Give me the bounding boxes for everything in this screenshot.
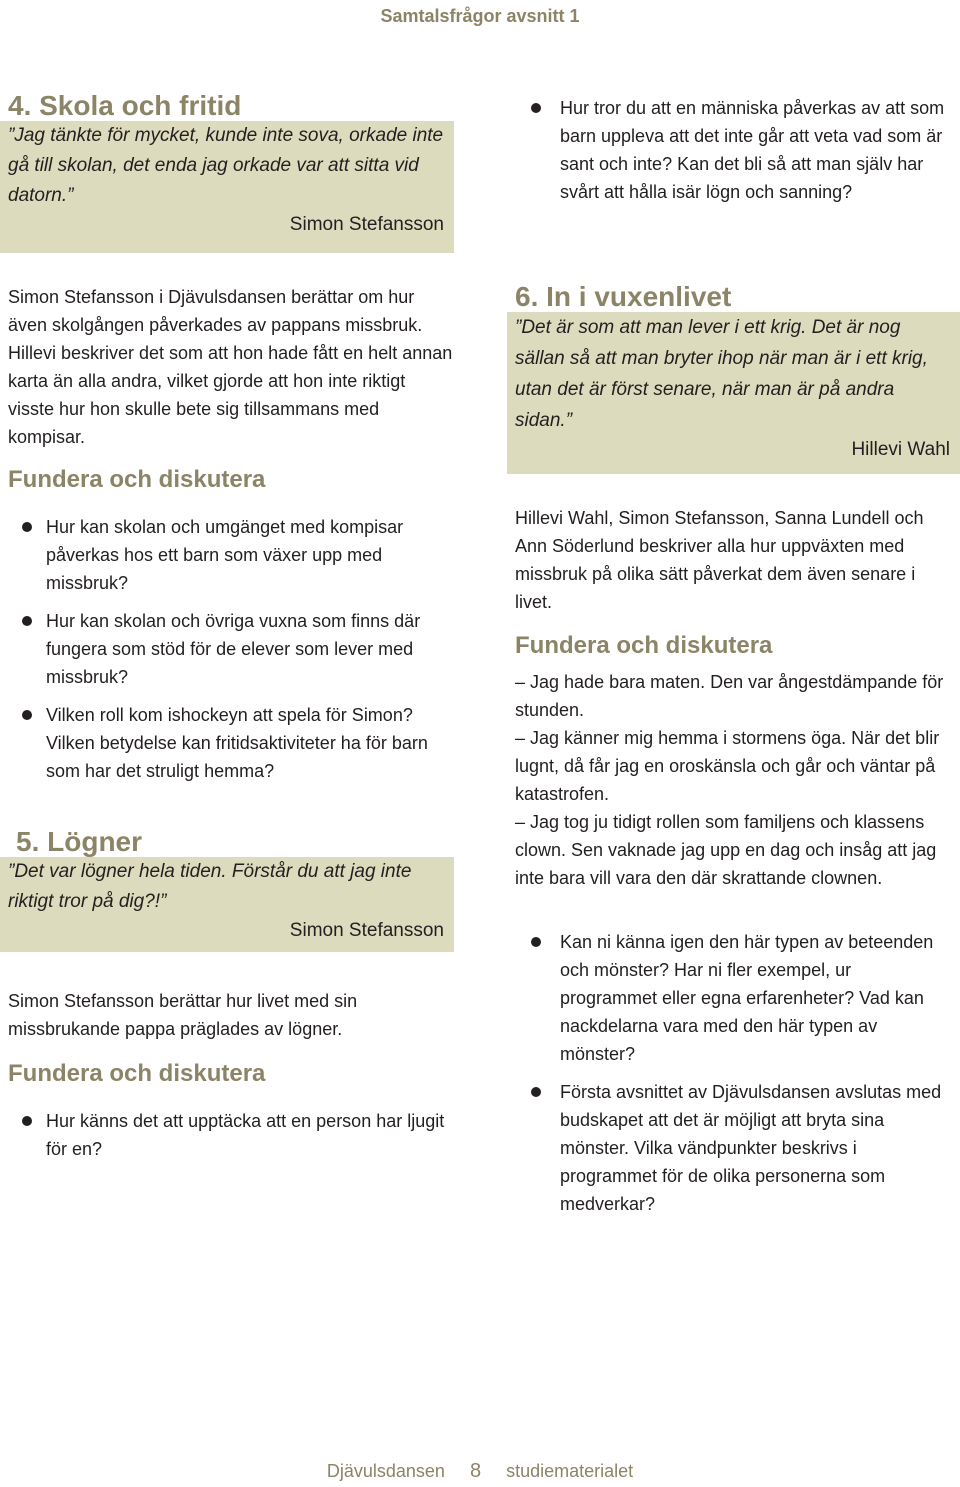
section-6-discuss-heading: Fundera och diskutera xyxy=(515,632,773,659)
section-6-quote-box xyxy=(507,312,960,474)
list-item xyxy=(0,607,454,691)
section-6-question-list xyxy=(507,928,953,1218)
section-4-quote-author: Simon Stefansson xyxy=(289,214,444,235)
section-6-heading: 6. In i vuxenlivet xyxy=(515,281,732,312)
section-4-quote-box xyxy=(0,121,454,253)
section-4-heading: 4. Skola och fritid xyxy=(8,90,242,121)
bullet-icon xyxy=(531,1087,541,1097)
section-5-quote-author: Simon Stefansson xyxy=(289,920,444,941)
bullet-icon xyxy=(22,710,32,720)
section-5-continued-question-list xyxy=(507,94,947,206)
page-footer xyxy=(0,1460,960,1483)
section-5-body: Simon Stefansson berättar hur livet med sin missbrukande pappa präglades av lögner. xyxy=(8,991,358,1039)
section-4-quote: ”Jag tänkte för mycket, kunde inte sova, orkade inte gå till skolan, det enda jag orkade var att sitta vid datorn.” xyxy=(8,125,444,206)
citation-text: – Jag känner mig hemma i stormens öga. När det blir lugnt, då får jag en oroskänsla och går och väntar på katastrofen. xyxy=(515,728,940,804)
question-text: Hur tror du att en människa påverkas av att som barn uppleva att det inte går att veta vad som är sant och inte? Kan det bli så att man själv har svårt att hålla isär lögn och sanning? xyxy=(560,98,945,202)
question-text: Hur kan skolan och övriga vuxna som finns där fungera som stöd för de elever som lever med missbruk? xyxy=(46,611,421,687)
list-item xyxy=(507,928,953,1068)
bullet-icon xyxy=(531,937,541,947)
citation-text: – Jag hade bara maten. Den var ångestdämpande för stunden. xyxy=(515,672,944,720)
section-5-question-list xyxy=(0,1107,446,1163)
citation-text: – Jag tog ju tidigt rollen som familjens och klassens clown. Sen vaknade jag upp en dag och insåg att jag inte bara vill vara den där skrattande clownen. xyxy=(515,812,937,888)
footer-right-text: studiematerialet xyxy=(506,1461,634,1481)
list-item xyxy=(0,1107,446,1163)
question-text: Första avsnittet av Djävulsdansen avslutas med budskapet att det är möjligt att bryta sina mönster. Vilka vändpunkter beskrivs i programmet för de olika personerna som medverkar? xyxy=(560,1082,942,1214)
section-6-quote-author: Hillevi Wahl xyxy=(851,439,950,460)
question-text: Hur känns det att upptäcka att en person har ljugit för en? xyxy=(46,1111,445,1159)
section-4-discuss-heading: Fundera och diskutera xyxy=(8,466,266,493)
page-number: 8 xyxy=(469,1460,482,1482)
section-6-body: Hillevi Wahl, Simon Stefansson, Sanna Lundell och Ann Söderlund beskriver alla hur uppväxten med missbruk på olika sätt påverkat dem även senare i livet. xyxy=(515,508,924,612)
bullet-icon xyxy=(22,1116,32,1126)
bullet-icon xyxy=(531,103,541,113)
question-text: Hur kan skolan och umgänget med kompisar påverkas hos ett barn som växer upp med missbruk? xyxy=(46,517,404,593)
question-text: Kan ni känna igen den här typen av beteenden och mönster? Har ni fler exempel, ur programmet eller egna erfarenheter? Vad kan nackdelarna vara med den här typen av mönster? xyxy=(560,932,934,1064)
bullet-icon xyxy=(22,522,32,532)
list-item xyxy=(0,513,454,597)
list-item xyxy=(507,94,947,206)
running-title: Samtalsfrågor avsnitt 1 xyxy=(380,6,580,26)
section-6-quote: ”Det är som att man lever i ett krig. Det är nog sällan så att man bryter ihop när man är i ett krig, utan det är först senare, när man är på andra sidan.” xyxy=(515,317,928,431)
section-5-heading: 5. Lögner xyxy=(16,826,143,857)
list-item xyxy=(507,1078,953,1218)
bullet-icon xyxy=(22,616,32,626)
section-5-quote-box xyxy=(0,857,454,952)
section-4-body: Simon Stefansson i Djävulsdansen berättar om hur även skolgången påverkades av pappans missbruk. Hillevi beskriver det som att hon hade fått en helt annan karta än alla andra, vilket gjorde att hon inte riktigt visste hur hon skulle bete sig tillsammans med kompisar. xyxy=(8,287,453,447)
section-5-quote: ”Det var lögner hela tiden. Förstår du att jag inte riktigt tror på dig?!” xyxy=(8,861,412,912)
footer-left-text: Djävulsdansen xyxy=(326,1461,445,1481)
question-text: Vilken roll kom ishockeyn att spela för Simon? Vilken betydelse kan fritidsaktiviteter ha för barn som har det struligt hemma? xyxy=(46,705,428,781)
section-6-citations xyxy=(515,668,955,892)
list-item xyxy=(0,701,454,785)
section-5-discuss-heading: Fundera och diskutera xyxy=(8,1060,266,1087)
section-4-question-list xyxy=(8,513,454,785)
